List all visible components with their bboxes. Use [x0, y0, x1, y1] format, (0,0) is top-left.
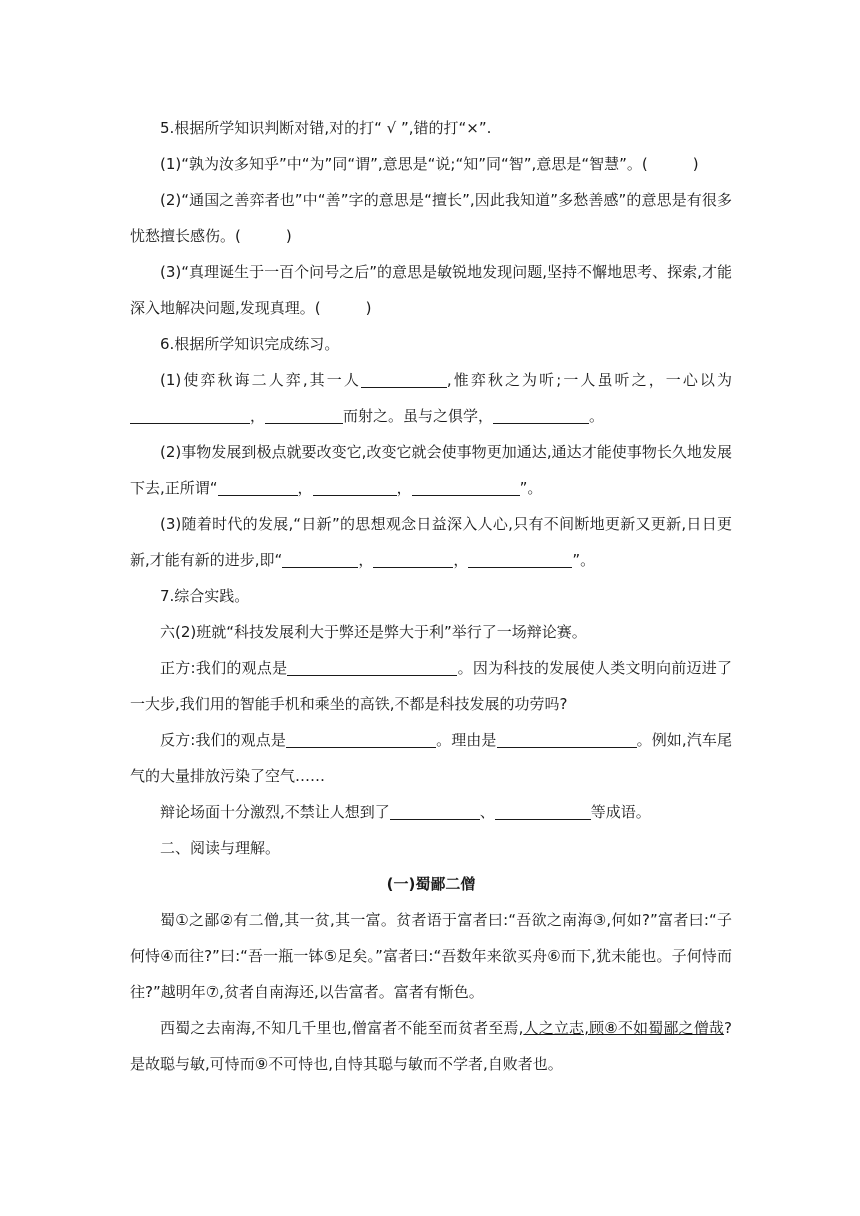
q6-item-3: [130, 506, 732, 578]
answer-blank[interactable]: [495, 803, 591, 820]
answer-blank[interactable]: [287, 659, 457, 676]
answer-blank[interactable]: [265, 407, 343, 424]
q6-title: 6.根据所学知识完成练习。: [160, 335, 340, 353]
answer-blank[interactable]: [468, 551, 572, 568]
q6-item-2-text-b: ，: [297, 479, 313, 497]
answer-blank[interactable]: [313, 479, 397, 496]
q7-con-text-a: 反方:我们的观点是: [160, 731, 286, 749]
q7-pro-text-a: 正方:我们的观点是: [160, 659, 288, 677]
q7-debate-text-a: 辩论场面十分激烈,不禁让人想到了: [160, 803, 390, 821]
passage-title: (一)蜀鄙二僧: [386, 875, 476, 893]
q6-item-3-text-b: ，: [358, 551, 374, 569]
q6-item-1-text-d: 而射之。虽与之俱学，: [343, 407, 494, 425]
answer-blank[interactable]: [390, 803, 480, 820]
q6-item-2: [130, 434, 732, 506]
answer-blank[interactable]: [373, 551, 453, 568]
answer-blank[interactable]: [493, 407, 589, 424]
passage-paragraph-2-text-a: 西蜀之去南海,不知几千里也,僧富者不能至而贫者至焉,: [160, 1019, 524, 1037]
answer-blank[interactable]: [130, 407, 250, 424]
q6-item-1-text-e: 。: [589, 407, 605, 425]
q6-item-2-text-c: ，: [396, 479, 412, 497]
q7-intro: 六(2)班就“科技发展利大于弊还是弊大于利”举行了一场辩论赛。: [160, 623, 587, 641]
q7-con-text-c: 。例如,汽车尾气的大量排放污染了空气……: [130, 731, 732, 785]
q7-debate: [130, 794, 732, 830]
q7-con-side: [130, 722, 732, 794]
q7-pro-text-b: 。因为科技的发展使人类文明向前迈进了一大步,我们用的智能手机和乘坐的高铁,不都是科技发展的功劳吗?: [130, 659, 732, 713]
q6-item-1-text-a: (1)使弈秋诲二人弈,其一人: [160, 371, 361, 389]
q6-item-3-text-c: ，: [453, 551, 469, 569]
q6-item-1-text-b: ,惟弈秋之为听;一人虽听之，一心以为: [446, 371, 732, 389]
answer-blank[interactable]: [286, 731, 436, 748]
passage-paragraph-1: 蜀①之鄙②有二僧,其一贫,其一富。贫者语于富者曰:“吾欲之南海③,何如?”富者曰:“子何恃④而往?”曰:“吾一瓶一钵⑤足矣。”富者曰:“吾数年来欲买舟⑥而下,犹未能也。子何恃而往?”越明年⑦,贫者自南海还,以告富者。富者有惭色。: [130, 911, 732, 1001]
answer-blank[interactable]: [497, 731, 637, 748]
q7-debate-text-c: 等成语。: [590, 803, 651, 821]
q6-item-3-text-a: (3)随着时代的发展,“日新”的思想观念日益深入人心,只有不间断地更新又更新,日日更新,才能有新的进步,即“: [130, 515, 732, 569]
q7-title: 7.综合实践。: [160, 587, 250, 605]
answer-blank[interactable]: [412, 479, 520, 496]
q6-item-3-text-d: ”。: [572, 551, 596, 569]
answer-blank[interactable]: [361, 371, 447, 388]
passage-paragraph-2-text-b: ?是故聪与敏,可恃而⑨不可恃也,自恃其聪与敏而不学者,自败者也。: [130, 1019, 732, 1073]
answer-blank[interactable]: [282, 551, 358, 568]
q7-pro-side: [130, 650, 732, 722]
q6-item-2-text-a: (2)事物发展到极点就要改变它,改变它就会使事物更加通达,通达才能使事物长久地发展下去,正所谓“: [130, 443, 732, 497]
q7-con-text-b: 。理由是: [435, 731, 497, 749]
section-2-title: 二、阅读与理解。: [160, 839, 281, 857]
document-body: [130, 110, 732, 1082]
q6-item-1-text-c: ，: [250, 407, 266, 425]
q6-item-2-text-d: ”。: [519, 479, 543, 497]
q6-item-1: [130, 362, 732, 434]
q7-debate-text-b: 、: [479, 803, 495, 821]
q5-item-1: (1)“孰为汝多知乎”中“为”同“谓”,意思是“说;“知”同“智”,意思是“智慧”。( ): [160, 155, 699, 173]
q5-item-3: (3)“真理诞生于一百个问号之后”的意思是敏锐地发现问题,坚持不懈地思考、探索,才能深入地解决问题,发现真理。( ): [130, 263, 732, 317]
q5-item-2: (2)“通国之善弈者也”中“善”字的意思是“擅长”,因此我知道”多愁善感”的意思是有很多忧愁擅长感伤。( ): [130, 191, 732, 245]
passage-paragraph-2: [130, 1010, 732, 1082]
q5-title: 5.根据所学知识判断对错,对的打“ √ ”,错的打“×”.: [160, 119, 492, 137]
underlined-sentence: 人之立志,顾⑧不如蜀鄙之僧哉: [523, 1019, 725, 1037]
answer-blank[interactable]: [218, 479, 298, 496]
